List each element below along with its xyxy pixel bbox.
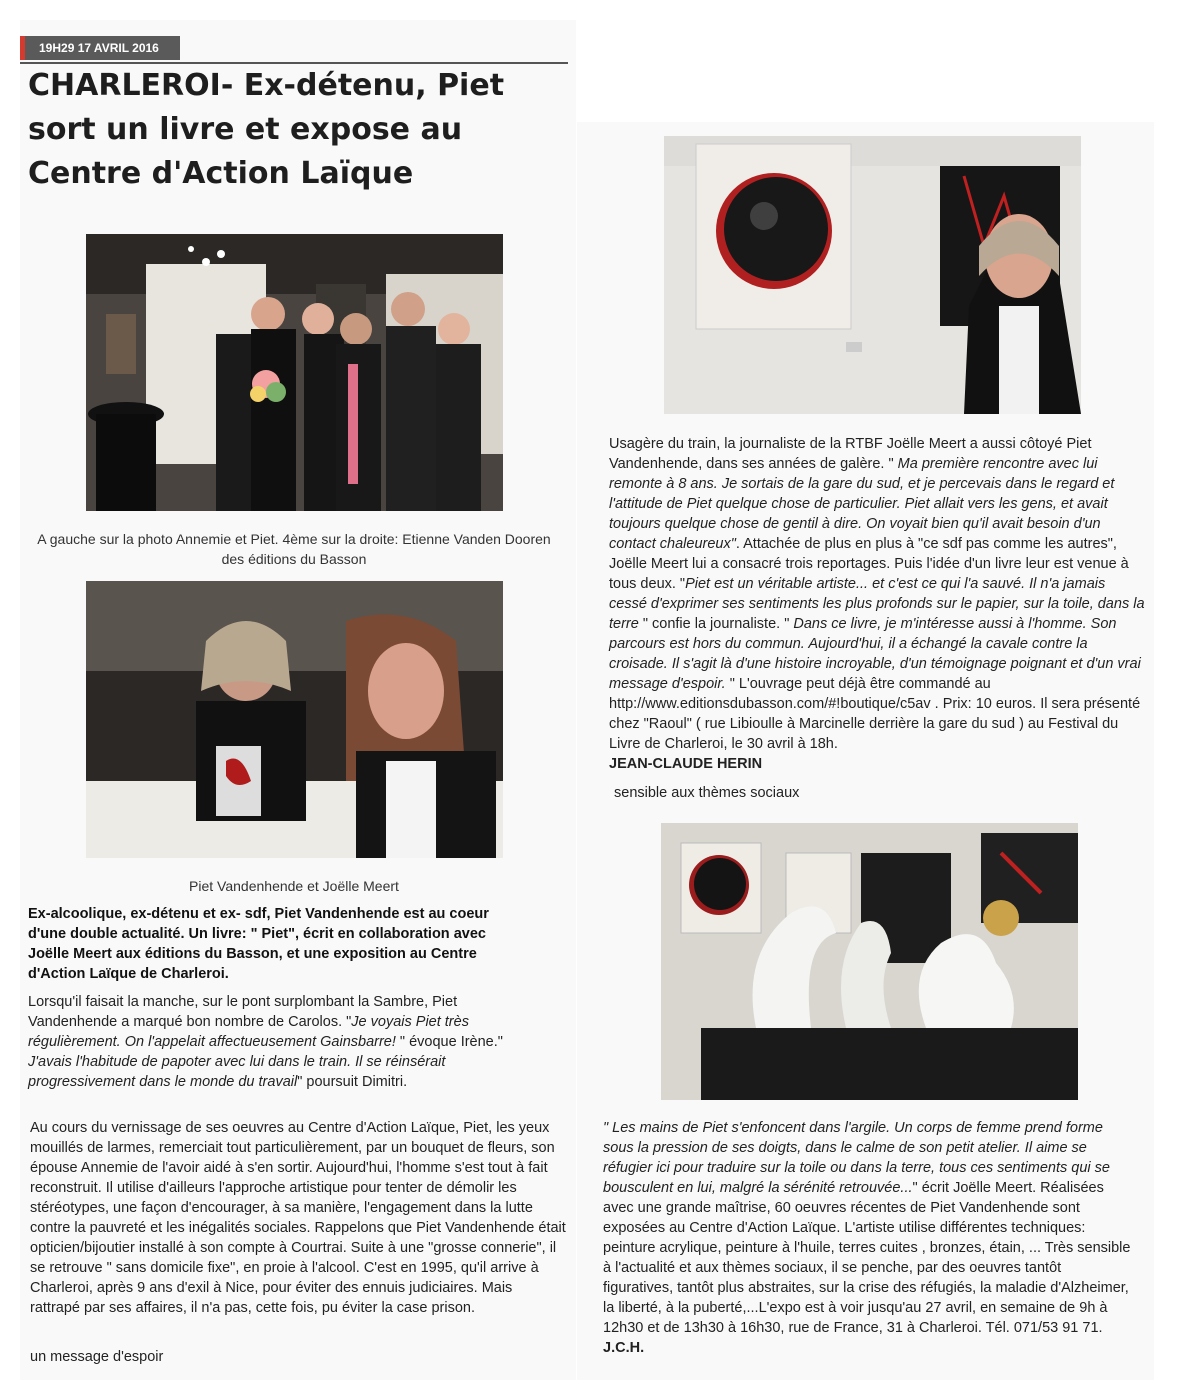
photo-sculptures [661,823,1078,1100]
right-p1-text-e: " confie la journaliste. " [642,616,790,632]
right-p2-quote: " Les mains de Piet s'enfoncent dans l'argile. Un corps de femme prend forme sous la pression de ses doigts, dans le calme de son petit atelier. Il aime se réfugier ici pour traduire sur la toile ou dans la terre, tous ces sentiments qui se bousculent en lui, malgré la sérénité retrouvée... [603,1120,1110,1196]
article-lead: Ex-alcoolique, ex-détenu et ex- sdf, Piet Vandenhende est au coeur d'une double actualité. Un livre: " Piet", écrit en collaboration avec Joëlle Meert aux éditions du Basson, et une exposition au Centre d'Action Laïque de Charleroi. [28,906,489,982]
left-p1-text-c: " évoque Irène." [399,1034,503,1050]
photo-vernissage-group-image [86,234,503,511]
photo-book-signing [86,581,503,858]
caption-photo-signing: Piet Vandenhende et Joëlle Meert [189,878,399,894]
photo-sculptures-image [661,823,1078,1100]
right-p1-quote-artist: Piet est un véritable artiste... et c'est ce qui l'a sauvé. Il n'a jamais cessé d'exprimer ses sentiments les plus profonds sur le papier, sur la toile, dans la terre [609,576,1145,632]
right-paragraph-1 [609,434,1145,754]
left-paragraph-1 [28,992,548,1092]
right-p1-quote-meert: Ma première rencontre avec lui remonte à 8 ans. Je sortais de la gare du sud, et je percevais dans le regard et l'attitude de Piet quelque chose de particulier. Piet allait vers les gens, et avait toujours quelque chose de gentil à dire. On voyait bien qu'il avait besoin d'un contact chaleureux" [609,456,1115,552]
left-p1-quote-irene: Je voyais Piet très régulièrement. On l'appelait affectueusement Gainsbarre! [28,1014,469,1050]
photo-piet-painting-image [664,136,1081,414]
author-signature: JEAN-CLAUDE HERIN [609,756,763,772]
left-p1-text-e: " poursuit Dimitri. [297,1074,408,1090]
right-paragraph-2 [603,1118,1135,1358]
article-title: CHARLEROI- Ex-détenu, Piet sort un livre et expose au Centre d'Action Laïque [28,68,505,191]
photo-piet-painting [664,136,1081,414]
left-paragraph-2: Au cours du vernissage de ses oeuvres au Centre d'Action Laïque, Piet, les yeux mouillés de larmes, remerciait tout particulièrement, par un bouquet de fleurs, son épouse Annemie de l'avoir aidé à s'en sortir. Aujourd'hui, l'homme s'est tout à fait reconstruit. Il utilise d'ailleurs l'approche artistique pour tenter de démolir les stéréotypes, une façon d'encourager, à sa manière, l'engagement dans la lutte contre la pauvreté et les inégalités sociales. Rappelons que Piet Vandenhende était opticien/bijoutier installé à son compte à Courtrai. Suite à une "grosse connerie", il se retrouve " sans domicile fixe", en proie à l'alcool. C'est en 1995, qu'il arrive à Charleroi, après 9 ans d'exil à Nice, pour éviter des ennuis judiciaires. Mais rattrapé par ses affaires, il n'a pas, cette fois, pu éviter la case prison. [30,1120,566,1316]
date-bar [20,36,568,64]
caption-photo-vernissage: A gauche sur la photo Annemie et Piet. 4ème sur la droite: Etienne Vanden Dooren des éditions du Basson [37,531,551,567]
right-p2-text: " écrit Joëlle Meert. Réalisées avec une grande maîtrise, 60 oeuvres récentes de Piet Vandenhende sont exposées au Centre d'Action Laïque. L'artiste utilise différentes techniques: peinture acrylique, peinture à l'huile, terres cuites , bronzes, étain, ... Très sensible à l'actualité et aux thèmes sociaux, il se penche, par des oeuvres tantôt figuratives, tantôt plus abstraites, sur la crise des réfugiés, la maladie d'Alzheimer, la liberté, à la puberté,...L'expo est à voir jusqu'au 27 avril, en semaine de 9h à 12h30 et de 13h30 à 16h30, rue de France, 31 à Charleroi. Tél. 071/53 91 71. [603,1180,1131,1336]
left-p1-text-a: Lorsqu'il faisait la manche, sur le pont surplombant la Sambre, Piet Vandenhende a marqué bon nombre de Carolos. " [28,994,458,1030]
photo-vernissage-group [86,234,503,511]
right-subhead: sensible aux thèmes sociaux [614,785,800,801]
right-p2-signature: J.C.H. [603,1340,645,1356]
right-p1-text-c: . Attachée de plus en plus à "ce sdf pas comme les autres", Joëlle Meert lui a consacré trois reportages. Puis l'idée d'un livre leur est venue à tous deux. " [609,536,1129,592]
left-subhead: un message d'espoir [30,1349,164,1365]
right-p1-text-a: Usagère du train, la journaliste de la RTBF Joëlle Meert a aussi côtoyé Piet Vandenhende, dans ses années de galère. " [609,436,1092,472]
right-p1-quote-book: Dans ce livre, je m'intéresse aussi à l'homme. Son parcours est hors du commun. Aujourd'hui, il a échangé la cavale contre la croisade. Il s'agit là d'une histoire incroyable, d'un témoignage poignant et d'un vrai message d'espoir. [609,616,1141,692]
right-p1-text-g: " L'ouvrage peut déjà être commandé au http://www.editionsdubasson.com/#!boutique/c5av . Prix: 10 euros. Il sera présenté chez "Raoul" ( rue Libioulle à Marcinelle derrière la gare du sud ) au Festival du Livre de Charleroi, le 30 avril à 18h. [609,676,1141,752]
left-p1-quote-dimitri: J'avais l'habitude de papoter avec lui dans le train. Il se réinsérait progressivement dans le monde du travail [28,1054,446,1090]
timestamp-badge: 19H29 17 AVRIL 2016 [20,36,180,60]
photo-book-signing-image [86,581,503,858]
